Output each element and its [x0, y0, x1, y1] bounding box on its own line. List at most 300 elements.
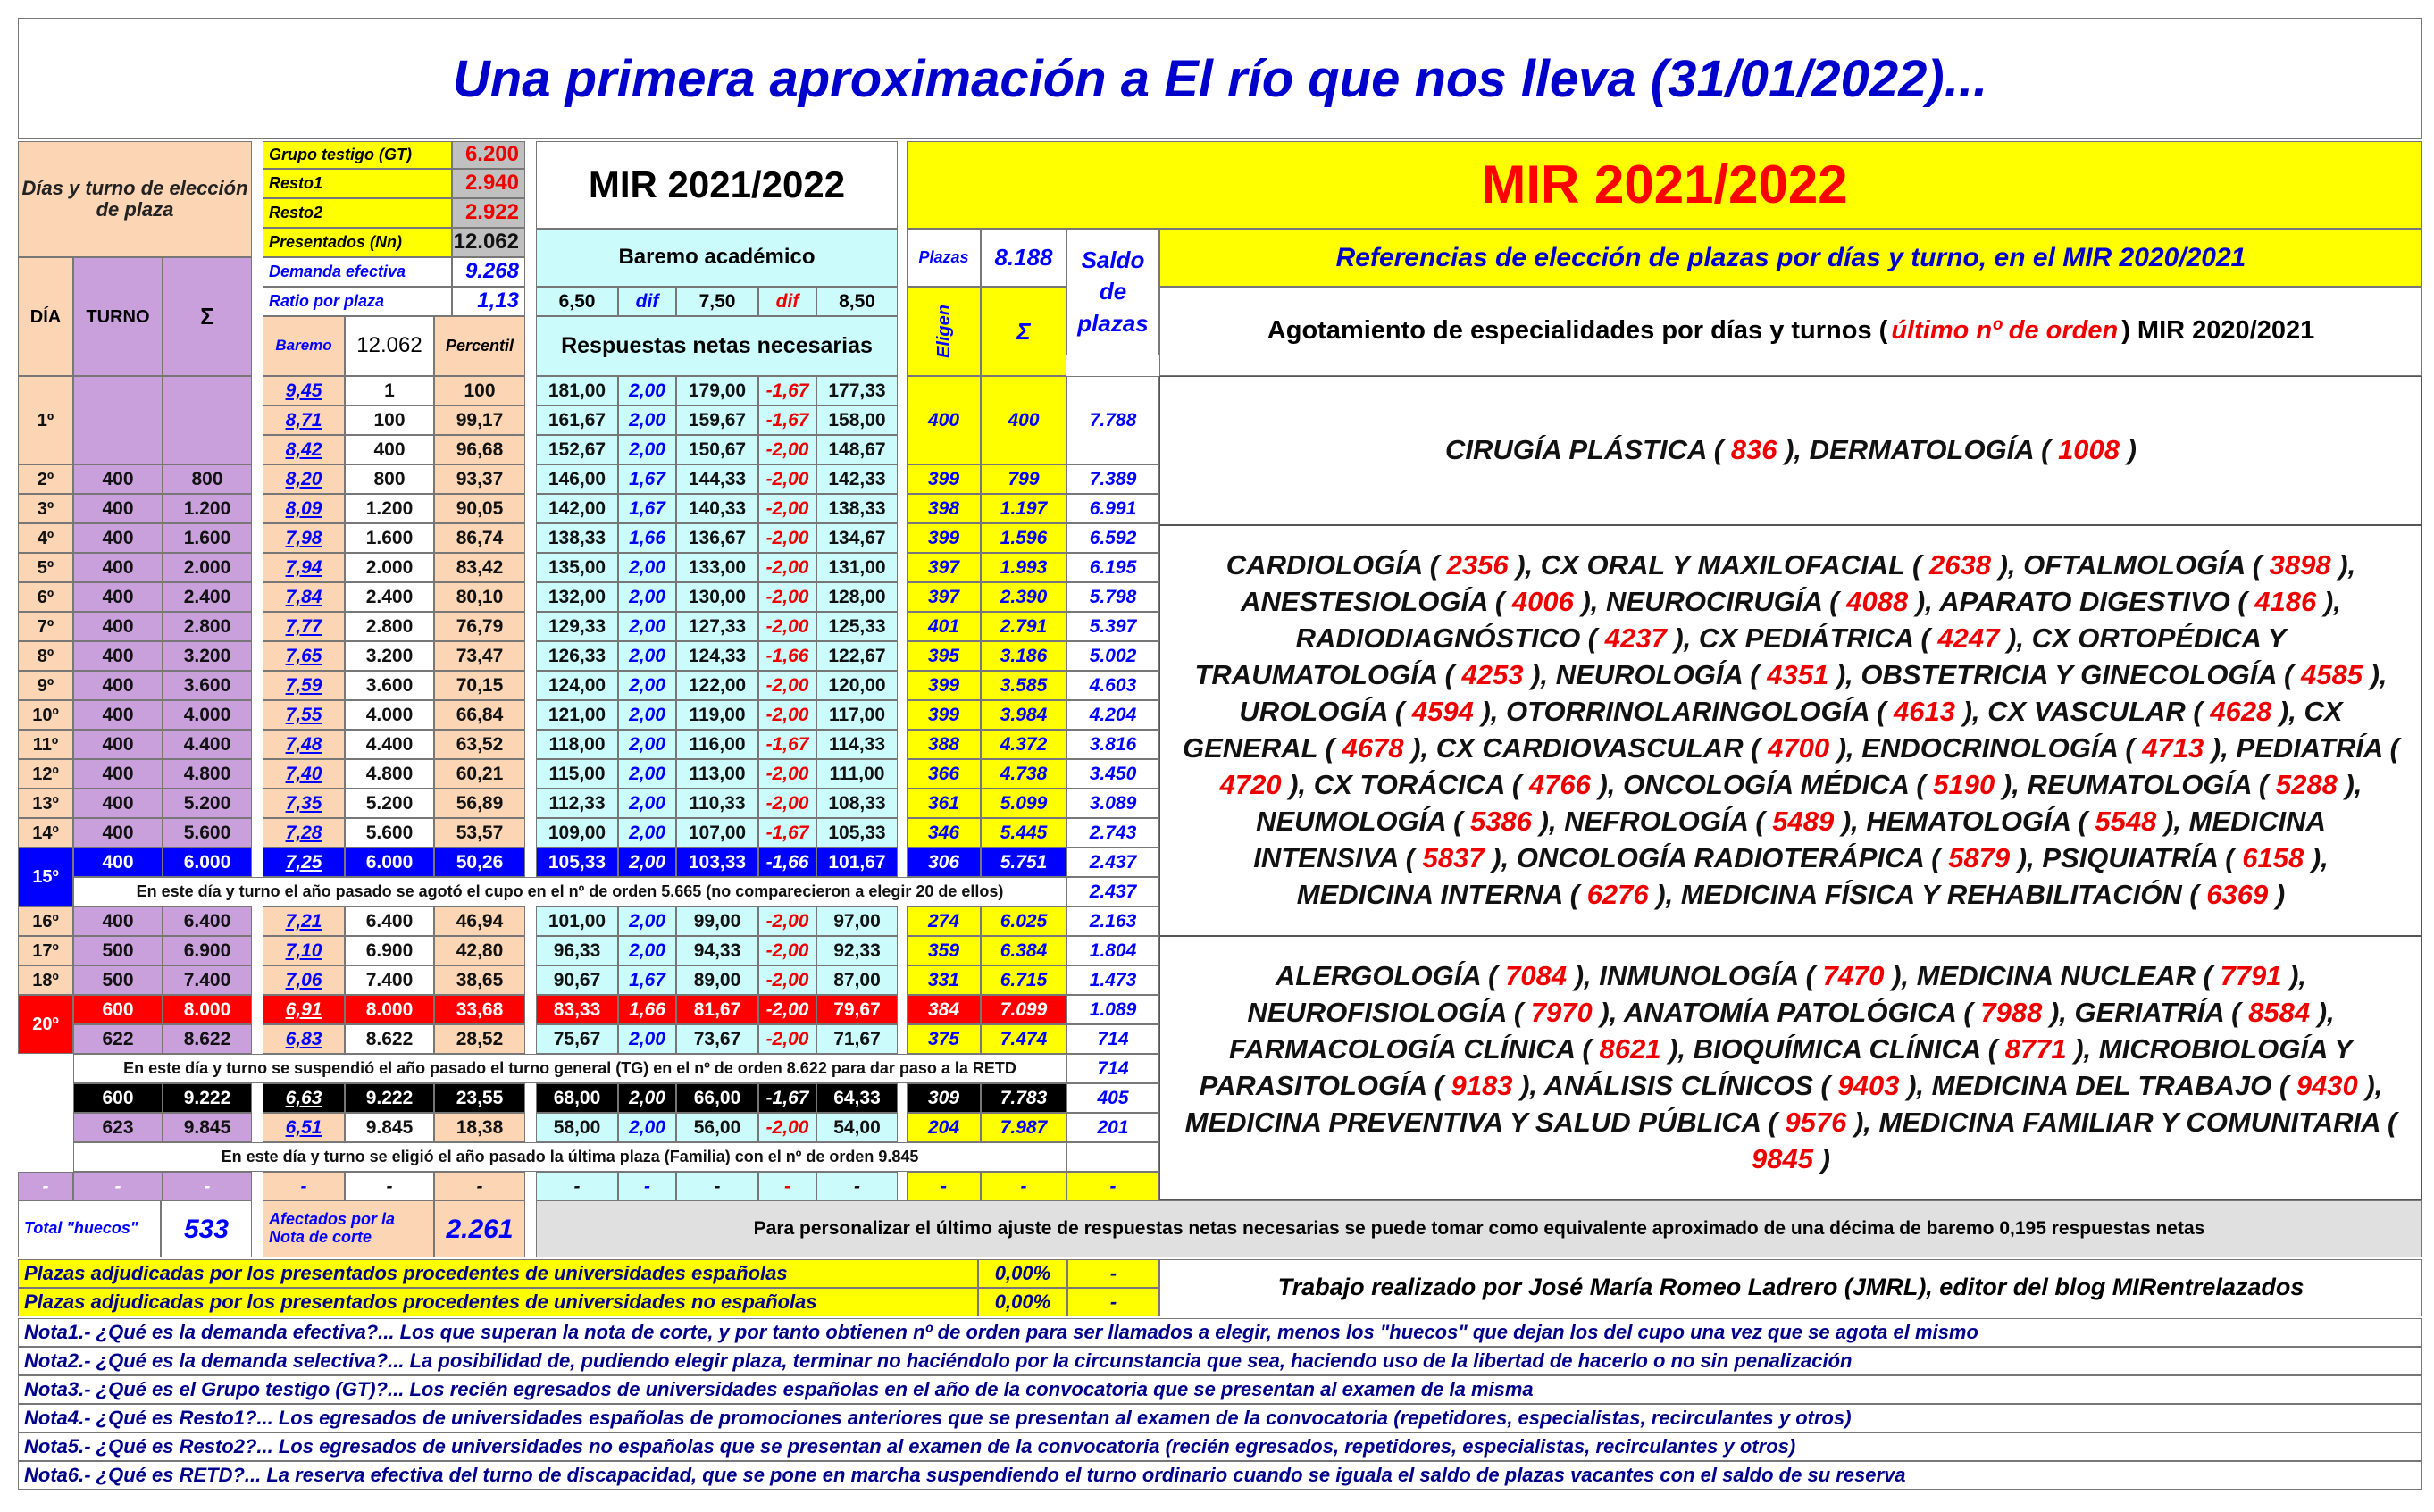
specialty-order: 5879	[1940, 841, 2018, 873]
d1-cell: 1,67	[618, 494, 676, 523]
d2-cell: -2,00	[758, 1024, 816, 1054]
orden-cell: 2.000	[345, 553, 434, 582]
specialty-order: 9576	[1777, 1106, 1854, 1138]
pct-cell: 60,21	[434, 759, 525, 789]
pct-cell: 33,68	[434, 995, 525, 1024]
r650-cell: 132,00	[536, 582, 618, 612]
specialties-group-1	[1159, 376, 2422, 525]
specialty-name: BIOQUÍMICA CLÍNICA (	[1693, 1033, 1998, 1065]
day-cell: 8º	[18, 641, 73, 671]
d1-cell: 2,00	[618, 936, 676, 965]
d2-cell: -2,00	[758, 759, 816, 789]
specialty-name: MEDICINA FAMILIAR Y COMUNITARIA (	[1878, 1106, 2397, 1138]
pct-cell: 46,94	[434, 906, 525, 936]
turno-cell: 400	[73, 612, 163, 641]
specialty-name: RADIODIAGNÓSTICO (	[1295, 622, 1598, 655]
eligen-cell: 366	[907, 759, 981, 789]
suma-cell: 2.400	[163, 582, 252, 612]
suma-cell: 2.000	[163, 553, 252, 582]
r750-cell: 81,67	[676, 995, 758, 1024]
sigma-cell: 2.390	[981, 582, 1066, 612]
saldo-cell: 6.991	[1066, 494, 1159, 523]
orden-cell: 2.400	[345, 582, 434, 612]
r650-cell: 105,33	[536, 848, 618, 877]
specialty-name: APARATO DIGESTIVO (	[1939, 586, 2247, 618]
day-cell: 11º	[18, 730, 73, 759]
col-sigma: Σ	[163, 257, 252, 376]
saldo-cell: 2.437	[1066, 877, 1159, 906]
specialty-name: CX ORTOPÉDICA Y TRAUMATOLOGÍA (	[1194, 622, 2287, 691]
r650-cell: 181,00	[536, 376, 618, 405]
r750-cell: 103,33	[676, 848, 758, 877]
baremo-cell: 7,77	[263, 612, 345, 641]
turno-cell: 400	[73, 582, 163, 612]
r650-cell: 138,33	[536, 523, 618, 553]
saldo-cell: 2.743	[1066, 818, 1159, 848]
r850-cell: 142,33	[816, 464, 898, 494]
suma-cell: 1.200	[163, 494, 252, 523]
demanda-value: 9.268	[452, 257, 525, 287]
saldo-cell: 5.397	[1066, 612, 1159, 641]
r750-cell: 89,00	[676, 965, 758, 995]
sigma-cell: 6.384	[981, 936, 1066, 965]
r750-cell: 127,33	[676, 612, 758, 641]
r650-cell: 75,67	[536, 1024, 618, 1054]
baremo-cell: 7,65	[263, 641, 345, 671]
saldo-cell: 2.163	[1066, 906, 1159, 936]
saldo-cell: 5.798	[1066, 582, 1159, 612]
agotamiento-red: último nº de orden	[1891, 316, 2119, 346]
eligen-cell: 401	[907, 612, 981, 641]
orden-cell: 3.600	[345, 671, 434, 700]
turno-cell: 400	[73, 730, 163, 759]
orden-cell: 4.400	[345, 730, 434, 759]
r850-cell: 114,33	[816, 730, 898, 759]
suma-cell: 4.000	[163, 700, 252, 730]
r850-cell: 158,00	[816, 405, 898, 435]
specialty-order: 5837	[1415, 841, 1493, 873]
sigma-cell: 799	[981, 464, 1066, 494]
eligen-cell: 397	[907, 582, 981, 612]
specialty-order: 4585	[2293, 659, 2371, 691]
dash-cell: -	[981, 1172, 1066, 1201]
eligen-cell: 361	[907, 789, 981, 818]
plazas-noesp-dash: -	[1067, 1288, 1159, 1316]
referencias-header: Referencias de elección de plazas por días y turno, en el MIR 2020/2021	[1159, 229, 2422, 287]
specialty-name: INMUNOLOGÍA (	[1599, 960, 1815, 992]
ratio-label: Ratio por plaza	[263, 287, 452, 316]
d2-cell: -2,00	[758, 435, 816, 464]
suma-cell: 3.600	[163, 671, 252, 700]
specialty-name: PEDIATRÍA (	[2236, 732, 2400, 764]
col-sigma2: Σ	[981, 287, 1066, 376]
specialty-order: 5489	[1764, 805, 1842, 837]
specialty-order: 4006	[1504, 586, 1582, 618]
d2-cell: -2,00	[758, 582, 816, 612]
agotamiento-post: ) MIR 2020/2021	[2121, 316, 2315, 346]
baremo-cell: 8,09	[263, 494, 345, 523]
saldo-cell: 4.603	[1066, 671, 1159, 700]
saldo-cell: 2.437	[1066, 848, 1159, 877]
r850-cell: 177,33	[816, 376, 898, 405]
saldo-cell: 6.592	[1066, 523, 1159, 553]
baremo-cell: 7,21	[263, 906, 345, 936]
baremo-cell: 6,91	[263, 995, 345, 1024]
day-cell: 7º	[18, 612, 73, 641]
saldo-cell: 405	[1066, 1083, 1159, 1113]
saldo-cell: 3.089	[1066, 789, 1159, 818]
specialties-group-2	[1159, 525, 2422, 936]
r850-cell: 138,33	[816, 494, 898, 523]
baremo-cell: 7,06	[263, 965, 345, 995]
pct-cell: 38,65	[434, 965, 525, 995]
pct-cell: 50,26	[434, 848, 525, 877]
pct-cell: 73,47	[434, 641, 525, 671]
sigma-cell: 400	[981, 376, 1066, 464]
specialty-order: 4351	[1759, 659, 1836, 691]
suma-cell: 5.600	[163, 818, 252, 848]
plazas-esp-label: Plazas adjudicadas por los presentados procedentes de universidades españolas	[18, 1259, 978, 1288]
resto2-label: Resto2	[263, 198, 452, 228]
r850-cell: 101,67	[816, 848, 898, 877]
eligen-cell: 309	[907, 1083, 981, 1113]
specialty-name: HEMATOLOGÍA (	[1866, 805, 2087, 837]
specialties-group-3	[1159, 936, 2422, 1200]
d1-cell: 2,00	[618, 906, 676, 936]
r650-cell: 118,00	[536, 730, 618, 759]
saldo-cell: 201	[1066, 1113, 1159, 1142]
r850-cell: 79,67	[816, 995, 898, 1024]
eligen-cell: 306	[907, 848, 981, 877]
r650-cell: 152,67	[536, 435, 618, 464]
baremo-cell: 8,71	[263, 405, 345, 435]
orden-cell: 9.222	[345, 1083, 434, 1113]
d2-cell: -2,00	[758, 671, 816, 700]
pct-cell: 80,10	[434, 582, 525, 612]
baremo-cell: 6,51	[263, 1113, 345, 1142]
specialty-name: NEFROLOGÍA (	[1564, 805, 1765, 837]
sigma-cell: 7.987	[981, 1113, 1066, 1142]
title-frame	[18, 18, 2422, 139]
turno-cell: 400	[73, 759, 163, 789]
orden-cell: 8.622	[345, 1024, 434, 1054]
mir-left-title: MIR 2021/2022	[536, 141, 898, 229]
demanda-label: Demanda efectiva	[263, 257, 452, 287]
d2-cell: -2,00	[758, 1113, 816, 1142]
note-3: Nota3.- ¿Qué es el Grupo testigo (GT)?... Los recién egresados de universidades españolas en el año de la convocatoria que se presentan al examen de la misma	[18, 1375, 2422, 1404]
d2-cell: -1,66	[758, 848, 816, 877]
pct-cell: 76,79	[434, 612, 525, 641]
baremo-academico: Baremo académico	[536, 229, 898, 287]
saldo-cell: 6.195	[1066, 553, 1159, 582]
specialty-order: 1008	[2050, 434, 2128, 466]
plazas-value: 8.188	[981, 229, 1066, 287]
specialty-name: DERMATOLOGÍA (	[1809, 434, 2051, 466]
eligen-cell: 274	[907, 906, 981, 936]
d2-cell: -2,00	[758, 936, 816, 965]
suma-cell: 9.845	[163, 1113, 252, 1142]
suma-cell: 4.800	[163, 759, 252, 789]
header-dias-turno: Días y turno de elección de plaza	[18, 141, 252, 257]
pct-cell: 96,68	[434, 435, 525, 464]
suma-cell: 6.000	[163, 848, 252, 877]
specialty-order: 3898	[2262, 549, 2339, 581]
pct-cell: 83,42	[434, 553, 525, 582]
note-5: Nota5.- ¿Qué es Resto2?... Los egresados de universidades no españolas que se presentan al examen de la convocatoria (recién egresados, repetidores, especialistas, recirculantes y otros)	[18, 1433, 2422, 1461]
specialty-name: MEDICINA PREVENTIVA Y SALUD PÚBLICA (	[1184, 1106, 1777, 1138]
pct-cell: 42,80	[434, 936, 525, 965]
col-dif2: dif	[758, 287, 816, 316]
baremo-cell: 7,25	[263, 848, 345, 877]
pct-cell: 63,52	[434, 730, 525, 759]
specialty-order: 836	[1723, 434, 1786, 466]
note-4: Nota4.- ¿Qué es Resto1?... Los egresados de universidades españolas de promociones anteriores que se presentan al examen de la convocatoria (repetidores, especialistas, recirculantes y otros)	[18, 1404, 2422, 1433]
pct-cell: 23,55	[434, 1083, 525, 1113]
sigma-cell: 3.984	[981, 700, 1066, 730]
specialty-name: OTORRINOLARINGOLOGÍA (	[1506, 696, 1886, 728]
saldo-cell: 714	[1066, 1024, 1159, 1054]
eligen-label: Eligen	[933, 304, 954, 358]
baremo-cell: 6,83	[263, 1024, 345, 1054]
orden-cell: 1	[345, 376, 434, 405]
specialty-order: 4700	[1760, 732, 1837, 764]
r850-cell: 148,67	[816, 435, 898, 464]
r750-cell: 140,33	[676, 494, 758, 523]
specialty-order: 5288	[2268, 768, 2346, 800]
suma-cell: 6.900	[163, 936, 252, 965]
specialty-order: 7970	[1523, 997, 1601, 1029]
r750-cell: 144,33	[676, 464, 758, 494]
plazas-noesp-pct: 0,00%	[978, 1288, 1067, 1316]
personalizar-note: Para personalizar el último ajuste de respuestas netas necesarias se puede tomar como equivalente aproximado de una décima de baremo 0,195 respuestas netas	[536, 1200, 2422, 1257]
suma-cell: 6.400	[163, 906, 252, 936]
pct-cell: 86,74	[434, 523, 525, 553]
sigma-cell: 6.715	[981, 965, 1066, 995]
eligen-cell: 399	[907, 464, 981, 494]
col-750: 7,50	[676, 287, 758, 316]
d2-cell: -1,66	[758, 641, 816, 671]
col-850: 8,50	[816, 287, 898, 316]
orden-cell: 400	[345, 435, 434, 464]
eligen-cell: 388	[907, 730, 981, 759]
specialty-name: CARDIOLOGÍA (	[1225, 549, 1440, 581]
specialty-order: 7791	[2212, 960, 2290, 992]
specialty-name: OBSTETRICIA Y GINECOLOGÍA (	[1861, 659, 2294, 691]
baremo-cell: 8,42	[263, 435, 345, 464]
pct-cell: 100	[434, 376, 525, 405]
r750-cell: 133,00	[676, 553, 758, 582]
suma-cell: 800	[163, 464, 252, 494]
suma-cell: 4.400	[163, 730, 252, 759]
pct-cell: 90,05	[434, 494, 525, 523]
eligen-cell: 399	[907, 523, 981, 553]
d1-cell: 2,00	[618, 818, 676, 848]
r850-cell: 54,00	[816, 1113, 898, 1142]
d1-cell: 2,00	[618, 848, 676, 877]
r850-cell: 125,33	[816, 612, 898, 641]
r650-cell: 161,67	[536, 405, 618, 435]
pct-cell: 53,57	[434, 818, 525, 848]
orden-cell: 6.000	[345, 848, 434, 877]
specialty-name: ANÁLISIS CLÍNICOS (	[1543, 1070, 1830, 1101]
sigma-cell: 5.751	[981, 848, 1066, 877]
r750-cell: 179,00	[676, 376, 758, 405]
d2-cell: -2,00	[758, 464, 816, 494]
specialty-name: ANATOMÍA PATOLÓGICA (	[1623, 997, 1973, 1029]
baremo-cell: 7,48	[263, 730, 345, 759]
dash-cell: -	[1066, 1172, 1159, 1201]
d1-cell: 2,00	[618, 759, 676, 789]
baremo-cell: 8,20	[263, 464, 345, 494]
r650-cell: 135,00	[536, 553, 618, 582]
saldo-cell: 1.804	[1066, 936, 1159, 965]
eligen-cell: 384	[907, 995, 981, 1024]
r750-cell: 107,00	[676, 818, 758, 848]
d2-cell: -2,00	[758, 700, 816, 730]
baremo-cell: 7,59	[263, 671, 345, 700]
day-cell: 6º	[18, 582, 73, 612]
eligen-cell: 346	[907, 818, 981, 848]
r750-cell: 124,33	[676, 641, 758, 671]
suma-cell: 2.800	[163, 612, 252, 641]
plazas-esp-pct: 0,00%	[978, 1259, 1067, 1288]
r850-cell: 128,00	[816, 582, 898, 612]
agotamiento-pre: Agotamiento de especialidades por días y turnos (	[1267, 316, 1888, 346]
pct-cell: 28,52	[434, 1024, 525, 1054]
r850-cell: 134,67	[816, 523, 898, 553]
d1-cell: 2,00	[618, 671, 676, 700]
baremo-cell: 7,10	[263, 936, 345, 965]
r850-cell: 111,00	[816, 759, 898, 789]
specialty-order: 4186	[2246, 586, 2324, 618]
d1-cell: 2,00	[618, 641, 676, 671]
mir-right-title: MIR 2021/2022	[907, 141, 2422, 229]
turno-cell: 400	[73, 641, 163, 671]
r650-cell: 112,33	[536, 789, 618, 818]
specialty-name: MEDICINA NUCLEAR (	[1916, 960, 2212, 992]
turno-cell: 400	[73, 700, 163, 730]
turno-cell: 400	[73, 906, 163, 936]
d1-cell: 1,66	[618, 995, 676, 1024]
saldo-cell: 1.089	[1066, 995, 1159, 1024]
sigma-cell: 3.186	[981, 641, 1066, 671]
saldo-cell: 7.788	[1066, 376, 1159, 464]
specialty-order: 4720	[1219, 768, 1290, 800]
day-cell: 2º	[18, 464, 73, 494]
orden-cell: 7.400	[345, 965, 434, 995]
plazas-esp-dash: -	[1067, 1259, 1159, 1288]
presentados-label: Presentados (Nn)	[263, 228, 452, 257]
turno-cell: 400	[73, 553, 163, 582]
day-cell: 1º	[18, 376, 73, 464]
sigma-cell: 5.099	[981, 789, 1066, 818]
resto2-value: 2.922	[452, 198, 525, 228]
d2-cell: -2,00	[758, 494, 816, 523]
sigma-cell: 4.372	[981, 730, 1066, 759]
day-cell: 16º	[18, 906, 73, 936]
pct-cell: 18,38	[434, 1113, 525, 1142]
sigma-cell: 2.791	[981, 612, 1066, 641]
turno-cell: 500	[73, 965, 163, 995]
dash-cell: -	[816, 1172, 898, 1201]
r650-cell: 142,00	[536, 494, 618, 523]
turno-cell: 600	[73, 995, 163, 1024]
turno-cell: 600	[73, 1083, 163, 1113]
row-note: En este día y turno se eligió el año pasado la última plaza (Familia) con el nº de orden 9.845	[73, 1142, 1066, 1172]
sigma-cell: 5.445	[981, 818, 1066, 848]
specialty-order: 5386	[1462, 805, 1540, 837]
specialty-list: CIRUGÍA PLÁSTICA ( 836 ), DERMATOLOGÍA ( 1008 )	[1445, 434, 2137, 466]
col-eligen	[907, 287, 981, 376]
r750-cell: 130,00	[676, 582, 758, 612]
specialty-name: ENDOCRINOLOGÍA (	[1861, 732, 2135, 764]
orden-cell: 4.800	[345, 759, 434, 789]
r650-cell: 121,00	[536, 700, 618, 730]
r650-cell: 126,33	[536, 641, 618, 671]
r750-cell: 122,00	[676, 671, 758, 700]
turno-cell: 400	[73, 848, 163, 877]
saldo-cell: 7.389	[1066, 464, 1159, 494]
turno-cell: 400	[73, 671, 163, 700]
r750-cell: 119,00	[676, 700, 758, 730]
eligen-cell: 397	[907, 553, 981, 582]
turno-cell	[73, 376, 163, 464]
orden-cell: 4.000	[345, 700, 434, 730]
specialty-name: ONCOLOGÍA RADIOTERÁPICA (	[1516, 841, 1941, 873]
specialty-name: CX CARDIOVASCULAR (	[1435, 732, 1761, 764]
saldo-cell: 4.204	[1066, 700, 1159, 730]
turno-cell: 400	[73, 818, 163, 848]
specialty-order: 7470	[1814, 960, 1893, 992]
baremo-cell: 7,55	[263, 700, 345, 730]
sigma-cell: 4.738	[981, 759, 1066, 789]
specialty-order: 9403	[1829, 1070, 1908, 1101]
r850-cell: 131,00	[816, 553, 898, 582]
r650-cell: 58,00	[536, 1113, 618, 1142]
d2-cell: -1,67	[758, 405, 816, 435]
day-cell: 13º	[18, 789, 73, 818]
d2-cell: -1,67	[758, 730, 816, 759]
r750-cell: 94,33	[676, 936, 758, 965]
dash-cell: -	[618, 1172, 676, 1201]
specialty-order: 4237	[1597, 622, 1675, 655]
note-1: Nota1.- ¿Qué es la demanda efectiva?... Los que superan la nota de corte, y por tanto obtienen nº de orden para ser llamados a elegir, menos los "huecos" que dejan los del cupo una vez que se agota el mismo	[18, 1318, 2422, 1347]
eligen-cell: 400	[907, 376, 981, 464]
specialty-order: 6158	[2234, 841, 2312, 873]
total-huecos-value: 533	[161, 1200, 252, 1257]
eligen-cell: 204	[907, 1113, 981, 1142]
baremo-cell: 7,94	[263, 553, 345, 582]
day-cell: 9º	[18, 671, 73, 700]
baremo-value: 12.062	[345, 316, 434, 376]
baremo-cell: 7,84	[263, 582, 345, 612]
specialty-order: 8584	[2240, 997, 2318, 1029]
r850-cell: 97,00	[816, 906, 898, 936]
specialty-order: 9183	[1443, 1070, 1521, 1101]
d2-cell: -2,00	[758, 553, 816, 582]
specialty-order: 5548	[2087, 805, 2165, 837]
d2-cell: -2,00	[758, 906, 816, 936]
orden-cell: 6.400	[345, 906, 434, 936]
specialty-name: CX TORÁCICA (	[1313, 768, 1522, 800]
r850-cell: 105,33	[816, 818, 898, 848]
specialty-name: NEUMOLOGÍA (	[1256, 805, 1463, 837]
d1-cell: 1,67	[618, 965, 676, 995]
d1-cell: 2,00	[618, 435, 676, 464]
r850-cell: 120,00	[816, 671, 898, 700]
r750-cell: 150,67	[676, 435, 758, 464]
day-cell: 14º	[18, 818, 73, 848]
